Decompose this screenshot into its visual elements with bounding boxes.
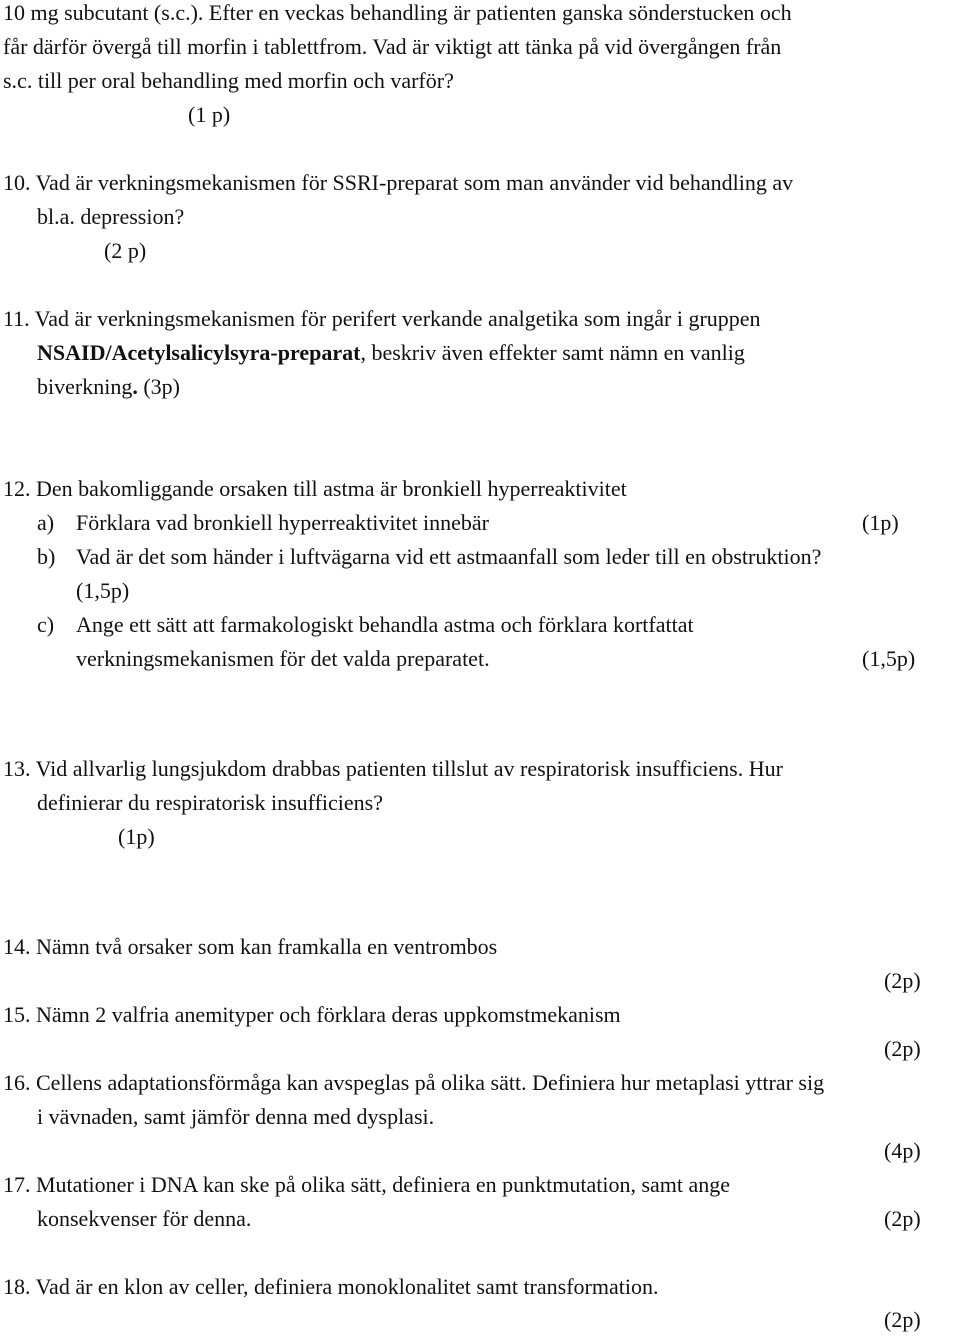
q16-points: (4p) <box>884 1138 921 1163</box>
q12-line-1: 12. Den bakomliggande orsaken till astma är bronkiell hyperreaktivitet <box>3 476 627 501</box>
q13-line-1: 13. Vid allvarlig lungsjukdom drabbas patienten tillslut av respiratorisk insufficiens. Hur <box>3 756 783 781</box>
q13-line-2: definierar du respiratorisk insufficiens? <box>37 790 383 815</box>
q14-line-1: 14. Nämn två orsaker som kan framkalla en ventrombos <box>3 934 498 959</box>
q12-c-points: (1,5p) <box>862 646 916 671</box>
q16-line-1: 16. Cellens adaptationsförmåga kan avspeglas på olika sätt. Definiera hur metaplasi yttrar sig <box>3 1070 825 1095</box>
q18-points: (2p) <box>884 1307 921 1332</box>
q11-line-1: 11. Vad är verkningsmekanismen för perifert verkande analgetika som ingår i gruppen <box>3 306 761 331</box>
q11-bold-term: NSAID/Acetylsalicylsyra-preparat <box>37 340 361 365</box>
q12-b-text: Vad är det som händer i luftvägarna vid ett astmaanfall som leder till en obstruktion? <box>76 544 822 569</box>
q11-points: (3p) <box>137 374 180 399</box>
q12-a-text: Förklara vad bronkiell hyperreaktivitet innebär <box>76 510 489 535</box>
intro-line-2: får därför övergå till morfin i tablettfrom. Vad är viktigt att tänka på vid övergången från <box>3 34 782 59</box>
q12-c-label: c) <box>37 612 55 637</box>
q12-b-label: b) <box>37 544 56 569</box>
q12-a-points: (1p) <box>862 510 899 535</box>
q18-line-1: 18. Vad är en klon av celler, definiera monoklonalitet samt transformation. <box>3 1274 659 1299</box>
q12-a-label: a) <box>37 510 55 535</box>
q11-line-3-text: biverkning <box>37 374 133 399</box>
q11-line-2-rest: , beskriv även effekter samt nämn en vanlig <box>360 340 745 365</box>
q17-line-1: 17. Mutationer i DNA kan ske på olika sätt, definiera en punktmutation, samt ange <box>3 1172 731 1197</box>
q12-b-points: (1,5p) <box>76 578 130 603</box>
q10-points: (2 p) <box>104 238 147 263</box>
intro-line-1: 10 mg subcutant (s.c.). Efter en veckas behandling är patienten ganska sönderstucken och <box>3 0 792 25</box>
q14-points: (2p) <box>884 968 921 993</box>
q12-c-text-1: Ange ett sätt att farmakologiskt behandla astma och förklara kortfattat <box>76 612 694 637</box>
intro-points: (1 p) <box>188 102 231 127</box>
q12-c-text-2: verkningsmekanismen för det valda preparatet. <box>76 646 490 671</box>
q16-line-2: i vävnaden, samt jämför denna med dysplasi. <box>37 1104 435 1129</box>
q15-points: (2p) <box>884 1036 921 1061</box>
q17-points: (2p) <box>884 1206 921 1231</box>
q17-line-2: konsekvenser för denna. <box>37 1206 252 1231</box>
q11-line-2 <box>37 336 745 370</box>
q10-line-1: 10. Vad är verkningsmekanismen för SSRI-preparat som man använder vid behandling av <box>3 170 794 195</box>
intro-line-3: s.c. till per oral behandling med morfin och varför? <box>3 68 454 93</box>
q15-line-1: 15. Nämn 2 valfria anemityper och förklara deras uppkomstmekanism <box>3 1002 621 1027</box>
q10-line-2: bl.a. depression? <box>37 204 185 229</box>
q11-line-3 <box>37 370 180 404</box>
q13-points: (1p) <box>118 824 155 849</box>
q11-line-3-period: . <box>132 374 138 399</box>
